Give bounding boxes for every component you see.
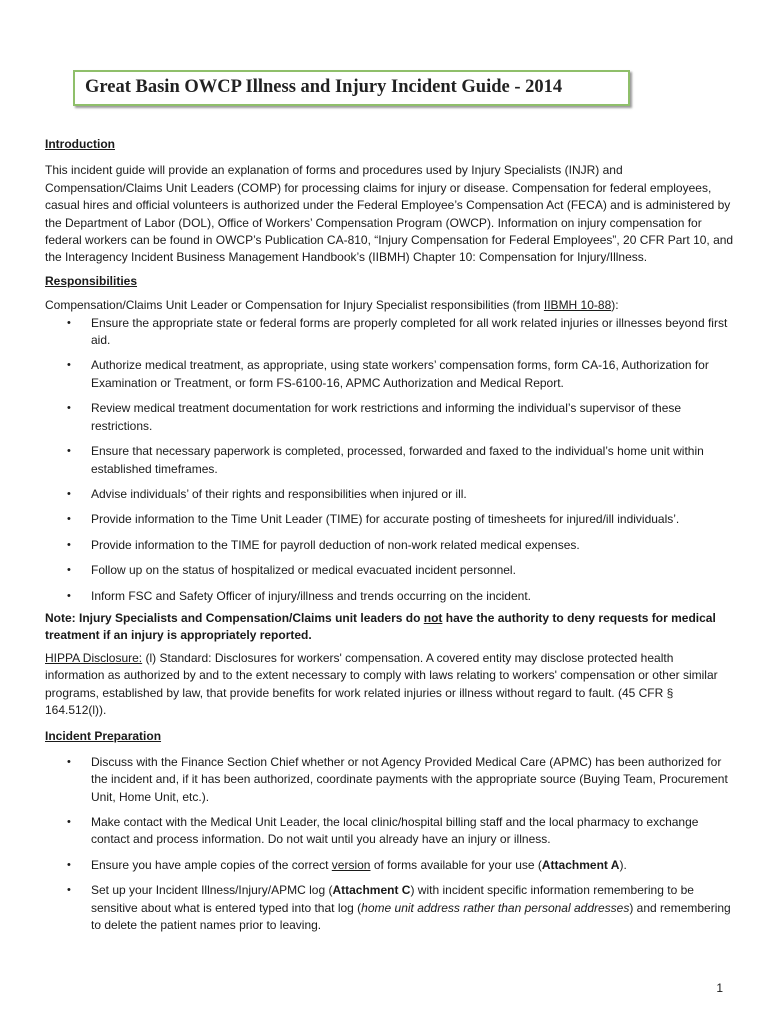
list-item: • Provide information to the TIME for payroll deduction of non-work related medical expenses. bbox=[45, 537, 735, 554]
list-item: • Provide information to the Time Unit Leader (TIME) for accurate posting of timesheets for injured/ill individuals’. bbox=[45, 511, 735, 528]
hippa-disclosure: HIPPA Disclosure: (l) Standard: Disclosures for workers' compensation. A covered entity may disclose protected health information as authorized by and to the extent necessary to comply with laws relating to workers' compensation or other similar programs, established by law, that provide benefits for work related injuries or illness without regard to fault. (45 CFR § 164.512(l)). bbox=[45, 650, 718, 717]
list-item: • Review medical treatment documentation for work restrictions and informing the individual’s supervisor of these restrictions. bbox=[67, 401, 682, 433]
bullet-icon: • bbox=[67, 359, 71, 372]
introduction-text: This incident guide will provide an explanation of forms and procedures used by Injury Specialists (INJR) and Compensation/Claims Unit Leaders (COMP) for processing claims for injury or disease. Compensation for federal employees, casual hires and official volunteers is authorized under the Federal Employee’s Compensation Act (FECA) and is administered by the Department of Labor (DOL), Office of Workers’ Compensation Program (OWCP). Information on injury compensation for federal workers can be found in OWCP’s Publication CA-810, “Injury Compensation for Federal Employees”, 20 CFR Part 10, and the Interagency Incident Business Management Handbook’s (IIBMH) Chapter 10: Compensation for Injury/Illness. bbox=[45, 163, 734, 265]
iibmh-link[interactable]: IIBMH 10-88 bbox=[543, 298, 612, 313]
bullet-icon: • bbox=[67, 755, 71, 768]
bullet-icon: • bbox=[67, 513, 71, 526]
list-item: • Advise individuals’ of their rights and responsibilities when injured or ill. bbox=[45, 486, 735, 503]
document-body bbox=[45, 136, 735, 942]
list-item: • Set up your Incident Illness/Injury/APMC log (Attachment C) with incident specific information remembering to be sensitive about what is entered typed into that log (home unit address rather than personal addresses) and remembering to delete the patient names prior to leaving. bbox=[67, 883, 731, 933]
document-title: Great Basin OWCP Illness and Injury Incident Guide - 2014 bbox=[85, 77, 563, 98]
bullet-icon: • bbox=[67, 564, 71, 577]
bullet-icon: • bbox=[67, 316, 71, 329]
list-item: • Inform FSC and Safety Officer of injury/illness and trends occurring on the incident. bbox=[45, 588, 735, 605]
responsibilities-heading: Responsibilities bbox=[45, 273, 138, 288]
bullet-icon: • bbox=[67, 445, 71, 458]
list-item: • Follow up on the status of hospitalized or medical evacuated incident personnel. bbox=[45, 562, 735, 579]
incident-preparation-list bbox=[45, 754, 735, 935]
bullet-icon: • bbox=[67, 858, 71, 871]
note-text: Note: Injury Specialists and Compensation/Claims unit leaders do not have the authority to deny requests for medical treatment if an injury is appropriately reported. bbox=[45, 610, 716, 643]
hippa-label: HIPPA Disclosure: bbox=[45, 650, 143, 665]
list-item: • Ensure that necessary paperwork is completed, processed, forwarded and faxed to the individual’s home unit within established timeframes. bbox=[67, 444, 704, 476]
introduction-heading: Introduction bbox=[45, 137, 115, 151]
list-item: • Ensure the appropriate state or federal forms are properly completed for all work related injuries or illnesses beyond first aid. bbox=[67, 315, 728, 348]
list-item: • Authorize medical treatment, as appropriate, using state workers’ compensation forms, form CA-16, Authorization for Examination or Treatment, or form FS-6100-16, APMC Authorization and Medical Report. bbox=[67, 358, 709, 390]
bullet-icon: • bbox=[67, 487, 71, 500]
bullet-icon: • bbox=[67, 538, 71, 551]
version-link[interactable]: version bbox=[331, 857, 371, 872]
list-item: • Discuss with the Finance Section Chief whether or not Agency Provided Medical Care (APMC) has been authorized for the incident and, if it has been authorized, coordinate payments with the appropriate source (Buying Team, Procurement Unit, Home Unit, etc.). bbox=[67, 754, 728, 804]
bullet-icon: • bbox=[67, 402, 71, 415]
list-item: • Ensure you have ample copies of the correct version of forms available for your use (Attachment A). bbox=[45, 857, 735, 874]
page-number: 1 bbox=[716, 981, 723, 995]
responsibilities-lead: Compensation/Claims Unit Leader or Compensation for Injury Specialist responsibilities (from IIBMH 10-88): bbox=[45, 298, 619, 313]
responsibilities-list bbox=[45, 315, 735, 605]
bullet-icon: • bbox=[67, 884, 71, 897]
title-box bbox=[73, 70, 630, 106]
bullet-icon: • bbox=[67, 816, 71, 828]
list-item: • Make contact with the Medical Unit Leader, the local clinic/hospital billing staff and the local pharmacy to exchange contact and process information. Do not wait until you already have an injury or illness. bbox=[67, 815, 699, 847]
bullet-icon: • bbox=[67, 589, 71, 602]
incident-preparation-heading: Incident Preparation bbox=[45, 729, 162, 744]
